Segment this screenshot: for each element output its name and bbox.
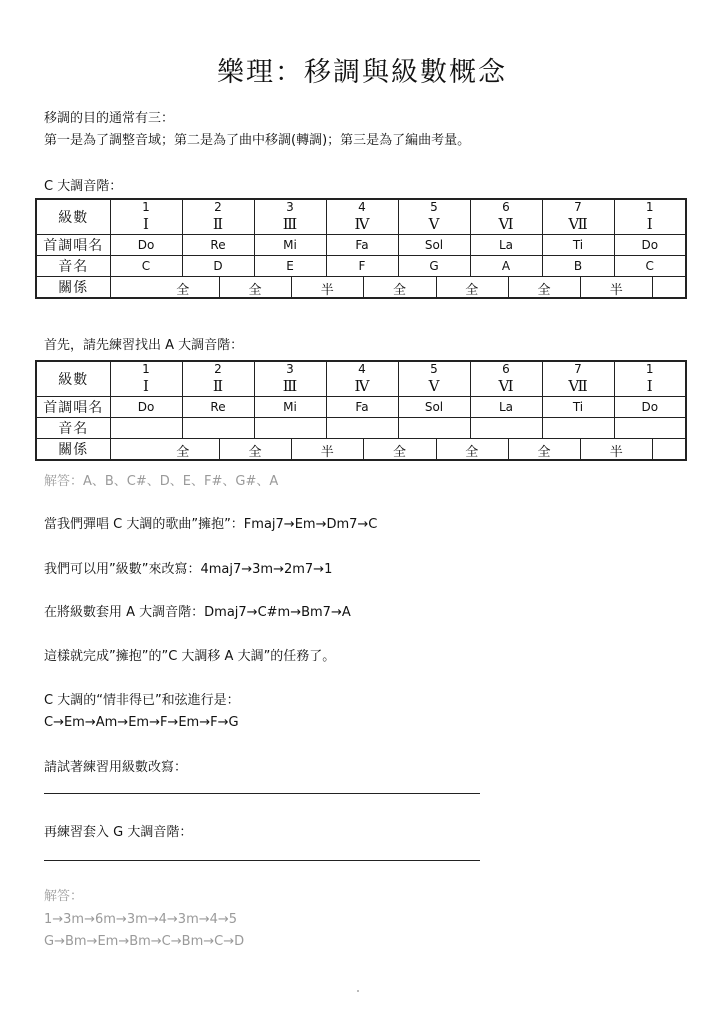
- solfege-cell: Mi: [254, 397, 326, 418]
- degree-roman: Ⅰ: [143, 215, 149, 233]
- relation-divider: [436, 439, 437, 459]
- relation-track: [111, 439, 686, 459]
- solfege-cell: Re: [182, 397, 254, 418]
- row-label-relation: 關係: [36, 277, 110, 299]
- row-label-solfege: 首調唱名: [36, 397, 110, 418]
- relation-divider: [508, 439, 509, 459]
- relation-divider: [580, 277, 581, 297]
- degree-cell: [542, 199, 614, 235]
- degree-number: 3: [286, 200, 294, 214]
- degree-roman: Ⅰ: [646, 215, 653, 233]
- degree-number: 1: [142, 200, 150, 214]
- degree-number: 1: [645, 200, 654, 214]
- degree-cell: [470, 361, 542, 397]
- relation-label: 全: [537, 283, 551, 298]
- note-cell: G: [398, 256, 470, 277]
- solfege-cell: La: [470, 397, 542, 418]
- degree-cell: [326, 361, 398, 397]
- relation-divider: [652, 277, 653, 297]
- intro-line-2: 第一是為了調整音域；第二是為了曲中移調(轉調)；第三是為了編曲考量。: [44, 133, 471, 148]
- relation-divider: [219, 277, 220, 297]
- solfege-row: [36, 235, 686, 256]
- a-major-caption: 首先，請先練習找出 A 大調音階：: [44, 338, 244, 353]
- relation-label: 全: [465, 445, 479, 460]
- degree-roman: Ⅰ: [646, 377, 653, 395]
- note-cell[interactable]: [254, 418, 326, 439]
- degree-number: 5: [430, 362, 438, 376]
- degree-number: 4: [358, 362, 366, 376]
- relation-label: 半: [609, 445, 623, 460]
- degree-cell: [110, 199, 182, 235]
- relation-divider: [652, 439, 653, 459]
- relation-label: 全: [176, 445, 190, 460]
- degree-roman: Ⅱ: [212, 215, 224, 233]
- answer-label: 解答：: [44, 889, 84, 904]
- solfege-cell: Fa: [326, 235, 398, 256]
- relation-divider: [291, 277, 292, 297]
- relation-label: 半: [320, 445, 334, 460]
- degree-row: [36, 199, 686, 235]
- degree-cell: [470, 199, 542, 235]
- solfege-cell: Do: [110, 235, 182, 256]
- degree-cell: [614, 199, 686, 235]
- relation-label: 全: [176, 283, 190, 298]
- row-label-degree: 級數: [36, 199, 110, 235]
- a-major-scale-table: [35, 360, 687, 461]
- note-row: [36, 256, 686, 277]
- degree-cell: [398, 361, 470, 397]
- solfege-cell: Do: [614, 235, 686, 256]
- exercise-1-prompt: 請試著練習用級數改寫：: [44, 760, 188, 775]
- relation-divider: [363, 439, 364, 459]
- exercise-1-answer-line[interactable]: [44, 793, 480, 794]
- relation-divider: [219, 439, 220, 459]
- answer-g-major: G→Bm→Em→Bm→C→Bm→C→D: [44, 934, 245, 949]
- relation-label: 全: [537, 445, 551, 460]
- relation-row: [36, 277, 686, 299]
- row-label-relation: 關係: [36, 439, 110, 461]
- degree-roman: Ⅲ: [282, 377, 298, 395]
- note-cell: B: [542, 256, 614, 277]
- solfege-cell: Sol: [398, 397, 470, 418]
- note-cell: C: [110, 256, 182, 277]
- degree-number: 6: [502, 362, 510, 376]
- solfege-cell: Ti: [542, 235, 614, 256]
- relation-label: 半: [609, 283, 623, 298]
- degree-roman: Ⅱ: [212, 377, 224, 395]
- note-cell[interactable]: [470, 418, 542, 439]
- degree-rewrite-line: 我們可以用”級數”來改寫：4maj7→3m→2m7→1: [44, 562, 333, 577]
- solfege-cell: Sol: [398, 235, 470, 256]
- degree-cell: [110, 361, 182, 397]
- degree-roman: Ⅵ: [498, 377, 514, 395]
- c-major-scale-table: [35, 198, 687, 299]
- note-cell[interactable]: [326, 418, 398, 439]
- solfege-cell: Do: [614, 397, 686, 418]
- degree-cell: [182, 361, 254, 397]
- relation-label: 半: [320, 283, 334, 298]
- solfege-cell: La: [470, 235, 542, 256]
- page-mark: [357, 990, 359, 992]
- degree-number: 1: [142, 362, 150, 376]
- solfege-cell: Ti: [542, 397, 614, 418]
- relation-row: [36, 439, 686, 461]
- solfege-cell: Re: [182, 235, 254, 256]
- relation-divider: [291, 439, 292, 459]
- relation-label: 全: [465, 283, 479, 298]
- note-cell[interactable]: [542, 418, 614, 439]
- row-label-solfege: 首調唱名: [36, 235, 110, 256]
- degree-roman: Ⅳ: [354, 215, 370, 233]
- exercise-2-answer-line[interactable]: [44, 860, 480, 861]
- degree-roman: Ⅴ: [428, 215, 440, 233]
- degree-cell: [254, 199, 326, 235]
- note-row: [36, 418, 686, 439]
- note-cell[interactable]: [110, 418, 182, 439]
- note-cell[interactable]: [182, 418, 254, 439]
- relation-divider: [363, 277, 364, 297]
- degree-number: 2: [214, 362, 222, 376]
- note-cell[interactable]: [614, 418, 686, 439]
- relation-label: 全: [392, 445, 407, 460]
- degree-cell: [326, 199, 398, 235]
- degree-cell: [254, 361, 326, 397]
- degree-cell: [614, 361, 686, 397]
- degree-number: 1: [645, 362, 654, 376]
- relation-divider: [436, 277, 437, 297]
- degree-cell: [182, 199, 254, 235]
- relation-divider: [580, 439, 581, 459]
- row-label-degree: 級數: [36, 361, 110, 397]
- degree-roman: Ⅰ: [143, 377, 149, 395]
- apply-a-line: 在將級數套用 A 大調音階：Dmaj7→C#m→Bm7→A: [44, 605, 351, 620]
- progression-title: C 大調的“情非得已”和弦進行是：: [44, 693, 240, 708]
- c-major-caption: C 大調音階：: [44, 179, 123, 194]
- degree-roman: Ⅲ: [282, 215, 298, 233]
- note-cell: F: [326, 256, 398, 277]
- relation-label: 全: [248, 283, 262, 298]
- degree-number: 5: [430, 200, 438, 214]
- a-major-answer: 解答：A、B、C#、D、E、F#、G#、A: [44, 474, 279, 489]
- degree-number: 3: [286, 362, 294, 376]
- degree-row: [36, 361, 686, 397]
- degree-number: 4: [358, 200, 366, 214]
- degree-cell: [542, 361, 614, 397]
- relation-label: 全: [392, 283, 407, 298]
- page-title: 樂理：移調與級數概念: [217, 57, 507, 88]
- degree-number: 2: [214, 200, 222, 214]
- relation-track: [111, 277, 686, 297]
- note-cell: D: [182, 256, 254, 277]
- relation-label: 全: [248, 445, 262, 460]
- solfege-cell: Mi: [254, 235, 326, 256]
- degree-number: 7: [574, 362, 582, 376]
- degree-roman: Ⅶ: [568, 377, 588, 395]
- note-cell: E: [254, 256, 326, 277]
- intro-line-1: 移調的目的通常有三：: [44, 111, 175, 126]
- solfege-cell: Do: [110, 397, 182, 418]
- degree-roman: Ⅴ: [428, 377, 440, 395]
- c-song-line: 當我們彈唱 C 大調的歌曲”擁抱”：Fmaj7→Em→Dm7→C: [44, 517, 378, 532]
- degree-roman: Ⅵ: [498, 215, 514, 233]
- exercise-2-prompt: 再練習套入 G 大調音階：: [44, 825, 193, 840]
- row-label-note: 音名: [36, 418, 110, 439]
- note-cell: A: [470, 256, 542, 277]
- degree-roman: Ⅶ: [568, 215, 588, 233]
- degree-number: 7: [574, 200, 582, 214]
- degree-number: 6: [502, 200, 510, 214]
- degree-cell: [398, 199, 470, 235]
- relation-divider: [508, 277, 509, 297]
- row-label-note: 音名: [36, 256, 110, 277]
- done-line: 這樣就完成”擁抱”的”C 大調移 A 大調”的任務了。: [44, 649, 336, 664]
- note-cell: C: [614, 256, 686, 277]
- progression-line: C→Em→Am→Em→F→Em→F→G: [44, 715, 239, 730]
- degree-roman: Ⅳ: [354, 377, 370, 395]
- solfege-cell: Fa: [326, 397, 398, 418]
- solfege-row: [36, 397, 686, 418]
- note-cell[interactable]: [398, 418, 470, 439]
- answer-degrees: 1→3m→6m→3m→4→3m→4→5: [44, 912, 238, 927]
